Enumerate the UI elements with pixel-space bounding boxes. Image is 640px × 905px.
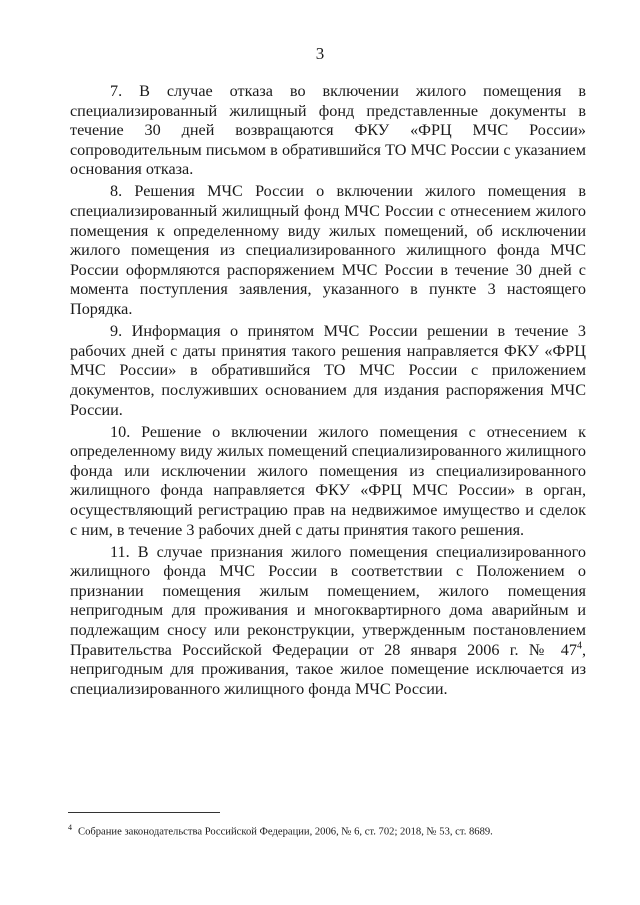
paragraph-8: 8. Решения МЧС России о включении жилого помещения в специализированный жилищный фонд МЧС России с отнесением жилого помещения к определенному виду жилых помещений, об исключении жилого помещения из специализированного жилищного фонда МЧС России оформляются распоряжением МЧС России в течение 30 дней с момента поступления заявления, указанного в пункте 3 настоящего Порядка.: [70, 182, 586, 319]
paragraph-11-tail: , непригодным для проживания, такое жилое помещение исключается из специализированного жилищного фонда МЧС России.: [70, 640, 586, 698]
page-number: 3: [315, 44, 325, 63]
footnote-text: Собрание законодательства Российской Федерации, 2006, № 6, ст. 702; 2018, № 53, ст. 8689.: [78, 826, 493, 838]
paragraph-11: [70, 543, 586, 700]
footnote: [68, 821, 588, 840]
footnote-mark: 4: [68, 823, 72, 832]
paragraph-10: 10. Решение о включении жилого помещения с отнесением к определенному виду жилых помещений специализированного жилищного фонда или исключении жилого помещения из специализированного жилищного фонда направляется ФКУ «ФРЦ МЧС России» в орган, осуществляющий регистрацию прав на недвижимое имущество и сделок с ним, в течение 3 рабочих дней с даты принятия такого решения.: [70, 422, 586, 539]
document-body: [70, 82, 586, 702]
paragraph-11-text: 11. В случае признания жилого помещения специализированного жилищного фонда МЧС России в соответствии с Положением о признании помещения жилым помещением, жилого помещения непригодным для проживания и многоквартирного дома аварийным и подлежащим сносу или реконструкции, утвержденным постановлением Правительства Российской Федерации от 28 января 2006 г. № 47: [70, 542, 586, 659]
footnote-reference: 4: [576, 640, 582, 652]
paragraph-7: 7. В случае отказа во включении жилого помещения в специализированный жилищный фонд представленные документы в течение 30 дней возвращаются ФКУ «ФРЦ МЧС России» сопроводительным письмом в обратившийся ТО МЧС России с указанием основания отказа.: [70, 82, 586, 179]
footnote-divider: [68, 812, 220, 813]
paragraph-9: 9. Информация о принятом МЧС России решении в течение 3 рабочих дней с даты принятия такого решения направляется ФКУ «ФРЦ МЧС России» в обратившийся ТО МЧС России с приложением документов, послуживших основанием для издания распоряжения МЧС России.: [70, 322, 586, 419]
